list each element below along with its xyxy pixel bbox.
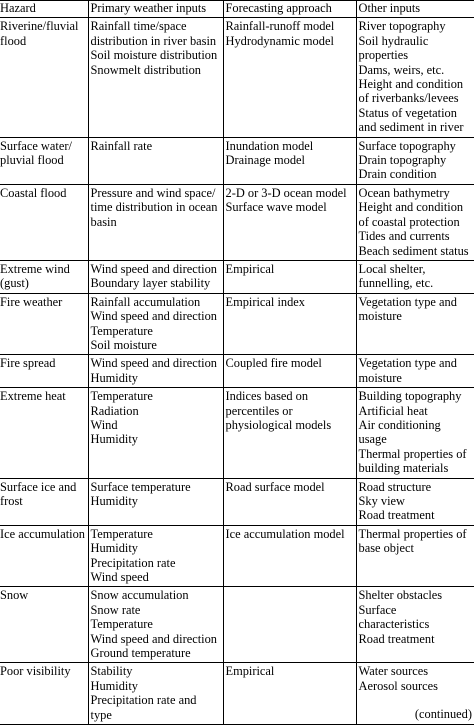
cell-text-line: time distribution in ocean: [90, 200, 218, 215]
cell-text-line: Surface temperature: [90, 479, 191, 494]
cell-text-line: usage: [358, 432, 387, 447]
cell-text-line: Shelter obstacles: [358, 588, 443, 603]
cell-text-line: Poor visibility: [0, 664, 71, 679]
cell-text-line: (gust): [0, 276, 29, 291]
cell-text-line: Road treatment: [358, 508, 435, 523]
header-other-inputs: Other inputs: [356, 1, 474, 18]
cell-text-line: Road treatment: [358, 631, 435, 646]
table-row: [0, 388, 474, 478]
cell-text-line: Drainage model: [225, 153, 305, 168]
forecasting-approach-cell: [223, 478, 356, 525]
forecasting-approach-cell: [223, 525, 356, 587]
cell-text-line: Road surface model: [225, 479, 325, 494]
cell-text-line: Rainfall time/space: [90, 19, 187, 34]
table-row: [0, 525, 474, 587]
hazard-cell: [0, 260, 88, 293]
cell-text-line: Temperature: [90, 617, 153, 632]
table-row: [0, 137, 474, 184]
cell-text-line: Riverine/fluvial: [0, 19, 79, 34]
cell-text-line: Fire weather: [0, 294, 63, 309]
cell-text-line: Wind speed: [90, 570, 149, 585]
cell-text-line: Rainfall rate: [90, 138, 153, 153]
cell-text-line: Wind speed and direction: [90, 356, 217, 371]
cell-text-line: flood: [0, 33, 27, 48]
table-row: [0, 184, 474, 260]
cell-text-line: River topography: [358, 19, 446, 34]
cell-text-line: Wind speed and direction: [90, 631, 217, 646]
cell-text-line: building materials: [358, 461, 449, 476]
cell-text-line: Temperature: [90, 526, 153, 541]
cell-text-line: Humidity: [90, 494, 138, 508]
primary-weather-inputs-cell: [88, 388, 223, 478]
cell-text-line: Pressure and wind space/: [90, 185, 216, 200]
cell-text-line: Vegetation type and: [358, 294, 457, 309]
cell-text-line: Ice accumulation model: [225, 526, 345, 541]
cell-text-line: Wind speed and direction: [90, 261, 217, 276]
forecasting-approach-cell: [223, 663, 356, 725]
forecasting-approach-cell: [223, 355, 356, 388]
forecasting-approach-cell: [223, 587, 356, 663]
table-row: [0, 663, 474, 725]
hazard-cell: [0, 478, 88, 525]
cell-text-line: Extreme wind: [0, 261, 70, 276]
cell-text-line: Vegetation type and: [358, 356, 457, 371]
cell-text-line: Boundary layer stability: [90, 276, 211, 291]
cell-text-line: Sky view: [358, 494, 405, 508]
cell-text-line: Empirical index: [225, 294, 305, 309]
hazard-cell: [0, 18, 88, 137]
cell-text-line: Snowmelt distribution: [90, 62, 201, 77]
cell-text-line: Hydrodynamic model: [225, 33, 334, 48]
cell-text-line: Surface topography: [358, 138, 456, 153]
hazard-cell: [0, 137, 88, 184]
cell-text-line: Humidity: [90, 370, 138, 385]
cell-text-line: of coastal protection: [358, 214, 460, 229]
cell-text-line: percentiles or: [225, 403, 293, 418]
hazard-cell: [0, 587, 88, 663]
cell-text-line: base object: [358, 541, 414, 556]
cell-text-line: Stability: [90, 664, 133, 679]
cell-text-line: pluvial flood: [0, 153, 64, 168]
table-row: [0, 355, 474, 388]
cell-text-line: Radiation: [90, 403, 139, 418]
table-row: [0, 478, 474, 525]
cell-text-line: Height and condition: [358, 77, 464, 92]
cell-text-line: Ice accumulation: [0, 526, 85, 541]
hazard-cell: [0, 293, 88, 355]
cell-text-line: Coastal flood: [0, 185, 67, 200]
cell-text-line: Beach sediment status: [358, 243, 469, 258]
table-body: [0, 18, 474, 725]
primary-weather-inputs-cell: [88, 587, 223, 663]
other-inputs-cell: [356, 525, 474, 587]
cell-text-line: funnelling, etc.: [358, 276, 434, 291]
cell-text-line: Soil moisture distribution: [90, 48, 218, 63]
primary-weather-inputs-cell: [88, 525, 223, 587]
cell-text-line: Snow accumulation: [90, 588, 189, 603]
forecasting-approach-cell: [223, 293, 356, 355]
hazard-cell: [0, 355, 88, 388]
cell-text-line: distribution in river basin: [90, 33, 217, 48]
cell-text-line: Precipitation rate and: [90, 693, 197, 708]
cell-text-line: properties: [358, 48, 409, 63]
cell-text-line: Ground temperature: [90, 646, 191, 661]
cell-text-line: Surface ice and: [0, 479, 77, 494]
cell-text-line: Humidity: [90, 541, 138, 556]
other-inputs-cell: [356, 260, 474, 293]
cell-text-line: Rainfall-runoff model: [225, 19, 335, 34]
cell-text-line: Air conditioning: [358, 417, 441, 432]
cell-text-line: basin: [90, 214, 117, 229]
hazard-cell: [0, 525, 88, 587]
forecasting-approach-cell: [223, 388, 356, 478]
continued-note: (continued): [414, 707, 472, 721]
cell-text-line: Empirical: [225, 664, 275, 679]
header-hazard: Hazard: [0, 1, 88, 18]
cell-text-line: Thermal properties of: [358, 446, 467, 461]
header-primary-weather-inputs: Primary weather inputs: [88, 1, 223, 18]
cell-text-line: characteristics: [358, 617, 430, 632]
cell-text-line: Drain condition: [358, 167, 437, 182]
forecasting-approach-cell: [223, 137, 356, 184]
cell-text-line: Inundation model: [225, 138, 314, 153]
primary-weather-inputs-cell: [88, 663, 223, 725]
cell-text-line: Empirical: [225, 261, 275, 276]
other-inputs-cell: [356, 478, 474, 525]
cell-text-line: Water sources: [358, 664, 429, 679]
cell-text-line: Snow rate: [90, 602, 141, 617]
cell-text-line: Surface wave model: [225, 200, 327, 215]
header-row: [0, 1, 474, 18]
cell-text-line: Dams, weirs, etc.: [358, 62, 445, 77]
cell-text-line: Height and condition: [358, 200, 464, 215]
cell-text-line: Coupled fire model: [225, 356, 322, 371]
primary-weather-inputs-cell: [88, 18, 223, 137]
forecasting-approach-cell: [223, 260, 356, 293]
other-inputs-cell: [356, 293, 474, 355]
primary-weather-inputs-cell: [88, 137, 223, 184]
primary-weather-inputs-cell: [88, 184, 223, 260]
header-forecasting-approach: Forecasting approach: [223, 1, 356, 18]
cell-text-line: Artificial heat: [358, 403, 428, 418]
cell-text-line: Temperature: [90, 323, 153, 338]
cell-text-line: Tides and currents: [358, 229, 450, 244]
other-inputs-cell: [356, 184, 474, 260]
cell-text-line: Temperature: [90, 389, 153, 404]
other-inputs-cell: [356, 388, 474, 478]
primary-weather-inputs-cell: [88, 260, 223, 293]
hazard-cell: [0, 388, 88, 478]
cell-text-line: of riverbanks/levees: [358, 91, 459, 106]
cell-text-line: Surface water/: [0, 138, 72, 153]
primary-weather-inputs-cell: [88, 293, 223, 355]
cell-text-line: Snow: [0, 588, 29, 603]
cell-text-line: Local shelter,: [358, 261, 426, 276]
hazard-cell: [0, 663, 88, 725]
cell-text-line: type: [90, 707, 112, 722]
table-row: [0, 293, 474, 355]
cell-text-line: Wind speed and direction: [90, 309, 217, 324]
primary-weather-inputs-cell: [88, 355, 223, 388]
cell-text-line: Soil moisture: [90, 337, 157, 352]
cell-text-line: Thermal properties of: [358, 526, 467, 541]
cell-text-line: Humidity: [90, 678, 138, 693]
cell-text-line: Extreme heat: [0, 389, 66, 404]
cell-text-line: Soil hydraulic: [358, 33, 429, 48]
cell-text-line: Status of vegetation: [358, 105, 457, 120]
table-row: [0, 587, 474, 663]
cell-text-line: moisture: [358, 309, 402, 324]
other-inputs-cell: [356, 355, 474, 388]
other-inputs-cell: [356, 587, 474, 663]
other-inputs-cell: [356, 18, 474, 137]
cell-text-line: Humidity: [90, 432, 138, 447]
primary-weather-inputs-cell: [88, 478, 223, 525]
cell-text-line: Wind: [90, 417, 118, 432]
cell-text-line: Precipitation rate: [90, 555, 176, 570]
cell-text-line: physiological models: [225, 417, 332, 432]
cell-text-line: Rainfall accumulation: [90, 294, 201, 309]
forecasting-approach-cell: [223, 18, 356, 137]
cell-text-line: 2-D or 3-D ocean model: [225, 185, 347, 200]
cell-text-line: Ocean bathymetry: [358, 185, 450, 200]
cell-text-line: Surface: [358, 602, 397, 617]
cell-text-line: frost: [0, 494, 23, 508]
cell-text-line: Drain topography: [358, 153, 447, 168]
hazard-cell: [0, 184, 88, 260]
cell-text-line: and sediment in river: [358, 120, 464, 135]
forecasting-approach-cell: [223, 184, 356, 260]
cell-text-line: Indices based on: [225, 389, 309, 404]
table-row: [0, 260, 474, 293]
table-row: [0, 18, 474, 137]
cell-text-line: Aerosol sources: [358, 678, 438, 693]
cell-text-line: Building topography: [358, 389, 462, 404]
cell-text-line: moisture: [358, 370, 402, 385]
other-inputs-cell: [356, 137, 474, 184]
cell-text-line: Road structure: [358, 479, 432, 494]
cell-text-line: Fire spread: [0, 356, 56, 371]
